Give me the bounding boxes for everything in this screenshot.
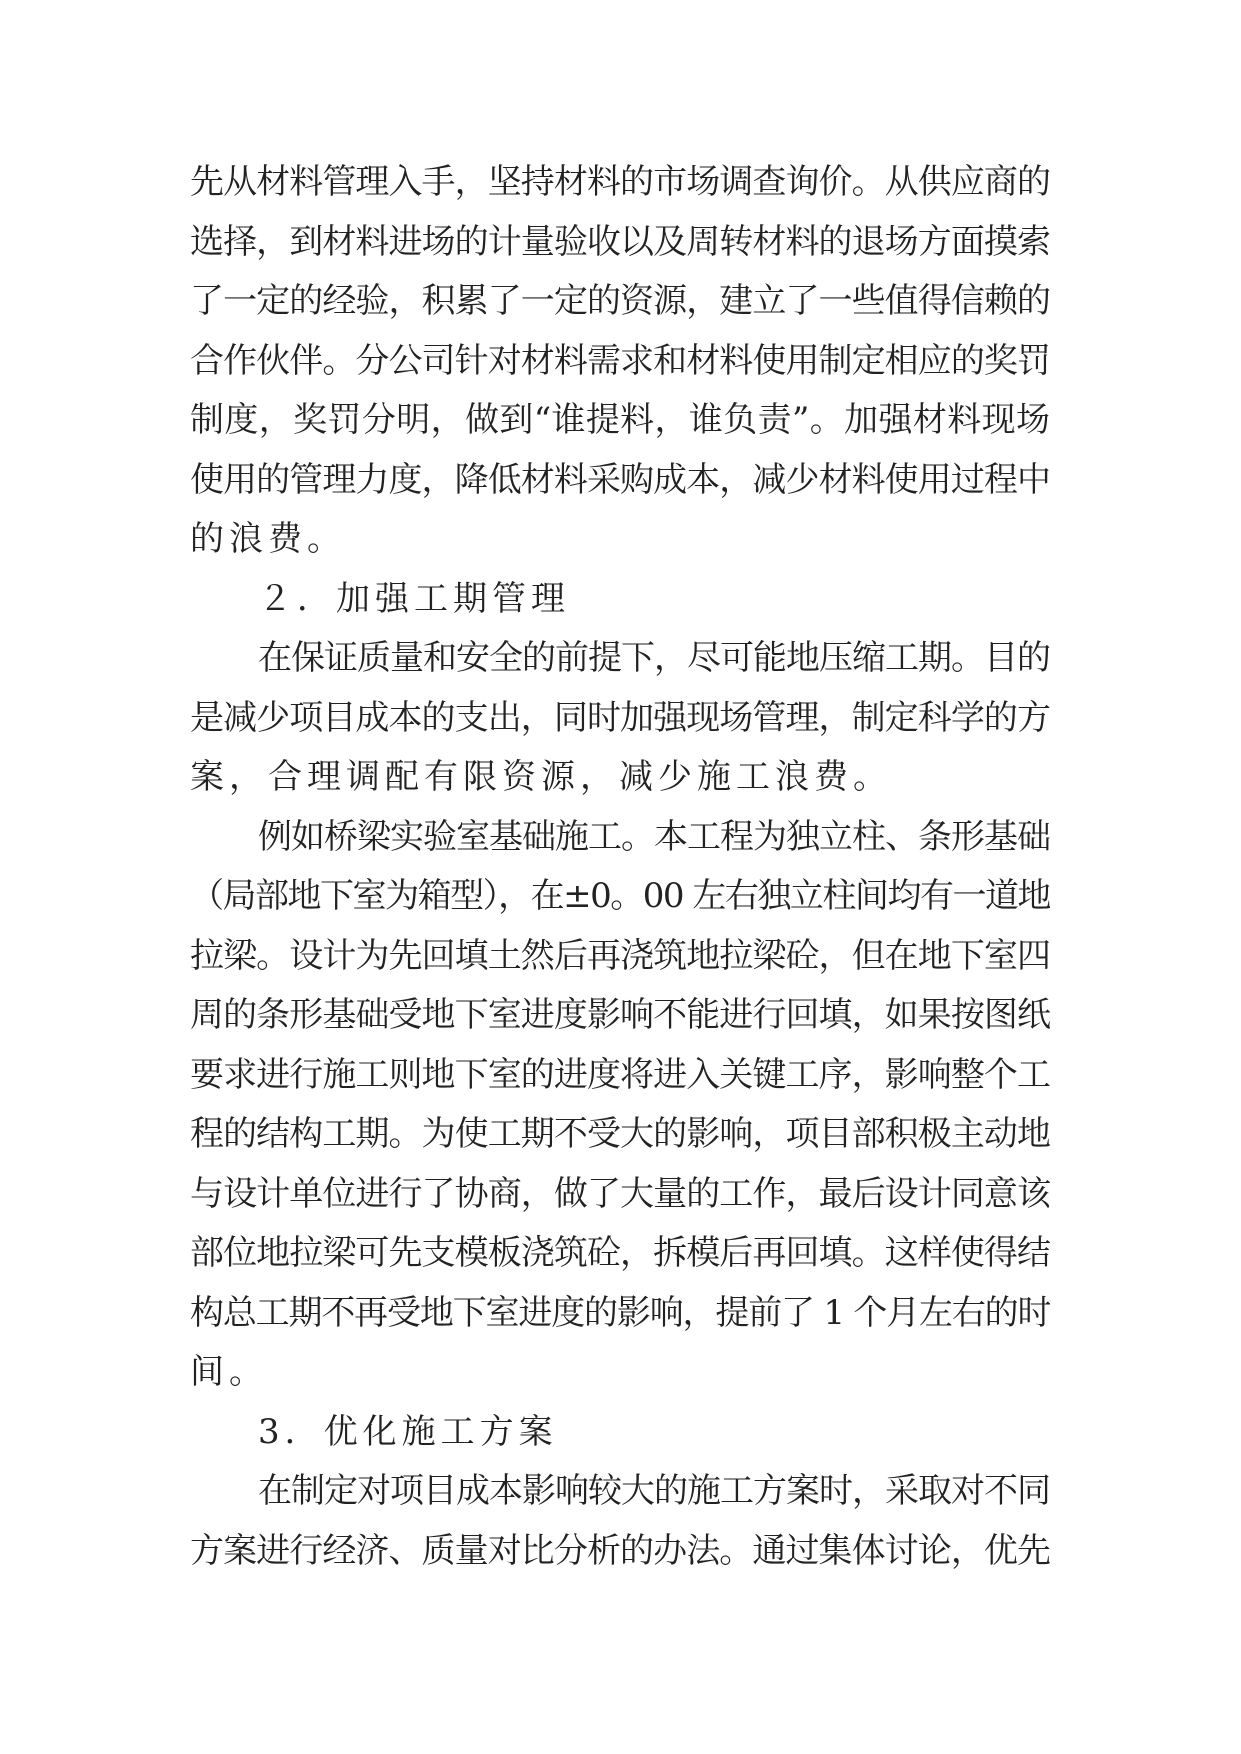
text-line: 合作伙伴。分公司针对材料需求和材料使用制定相应的奖罚 [190, 341, 1050, 381]
text-line: 拉梁。设计为先回填土然后再浇筑地拉梁砼，但在地下室四 [190, 936, 1050, 976]
text-line: 与设计单位进行了协商，做了大量的工作，最后设计同意该 [190, 1174, 1050, 1214]
text-line: 先从材料管理入手，坚持材料的市场调查询价。从供应商的 [190, 162, 1050, 202]
section-heading: ２．加强工期管理 [258, 579, 570, 619]
text-line: 在制定对项目成本影响较大的施工方案时，采取对不同 [258, 1471, 1050, 1511]
text-line: 要求进行施工则地下室的进度将进入关键工序，影响整个工 [190, 1055, 1050, 1095]
text-line: 使用的管理力度，降低材料采购成本，减少材料使用过程中 [190, 460, 1050, 500]
text-line: 是减少项目成本的支出，同时加强现场管理，制定科学的方 [190, 698, 1050, 738]
text-line: 了一定的经验，积累了一定的资源，建立了一些值得信赖的 [190, 281, 1050, 321]
text-line: 程的结构工期。为使工期不受大的影响，项目部积极主动地 [190, 1114, 1050, 1154]
section-heading: 3．优化施工方案 [258, 1412, 558, 1452]
text-line: 部位地拉梁可先支模板浇筑砼，拆模后再回填。这样使得结 [190, 1233, 1050, 1273]
text-line: 方案进行经济、质量对比分析的办法。通过集体讨论，优先 [190, 1531, 1050, 1571]
text-line: 间。 [190, 1352, 268, 1392]
text-line: 例如桥梁实验室基础施工。本工程为独立柱、条形基础 [258, 817, 1050, 857]
text-line: （局部地下室为箱型），在±0。00 左右独立柱间均有一道地 [190, 876, 1050, 916]
text-line: 周的条形基础受地下室进度影响不能进行回填，如果按图纸 [190, 995, 1050, 1035]
text-line: 的浪费。 [190, 519, 346, 559]
text-line: 案，合理调配有限资源，减少施工浪费。 [190, 757, 892, 797]
text-line: 构总工期不再受地下室进度的影响，提前了 1 个月左右的时 [190, 1293, 1050, 1333]
text-line: 在保证质量和安全的前提下，尽可能地压缩工期。目的 [258, 638, 1050, 678]
text-line: 选择，到材料进场的计量验收以及周转材料的退场方面摸索 [190, 222, 1050, 262]
text-line: 制度，奖罚分明，做到“谁提料，谁负责”。加强材料现场 [190, 400, 1050, 440]
